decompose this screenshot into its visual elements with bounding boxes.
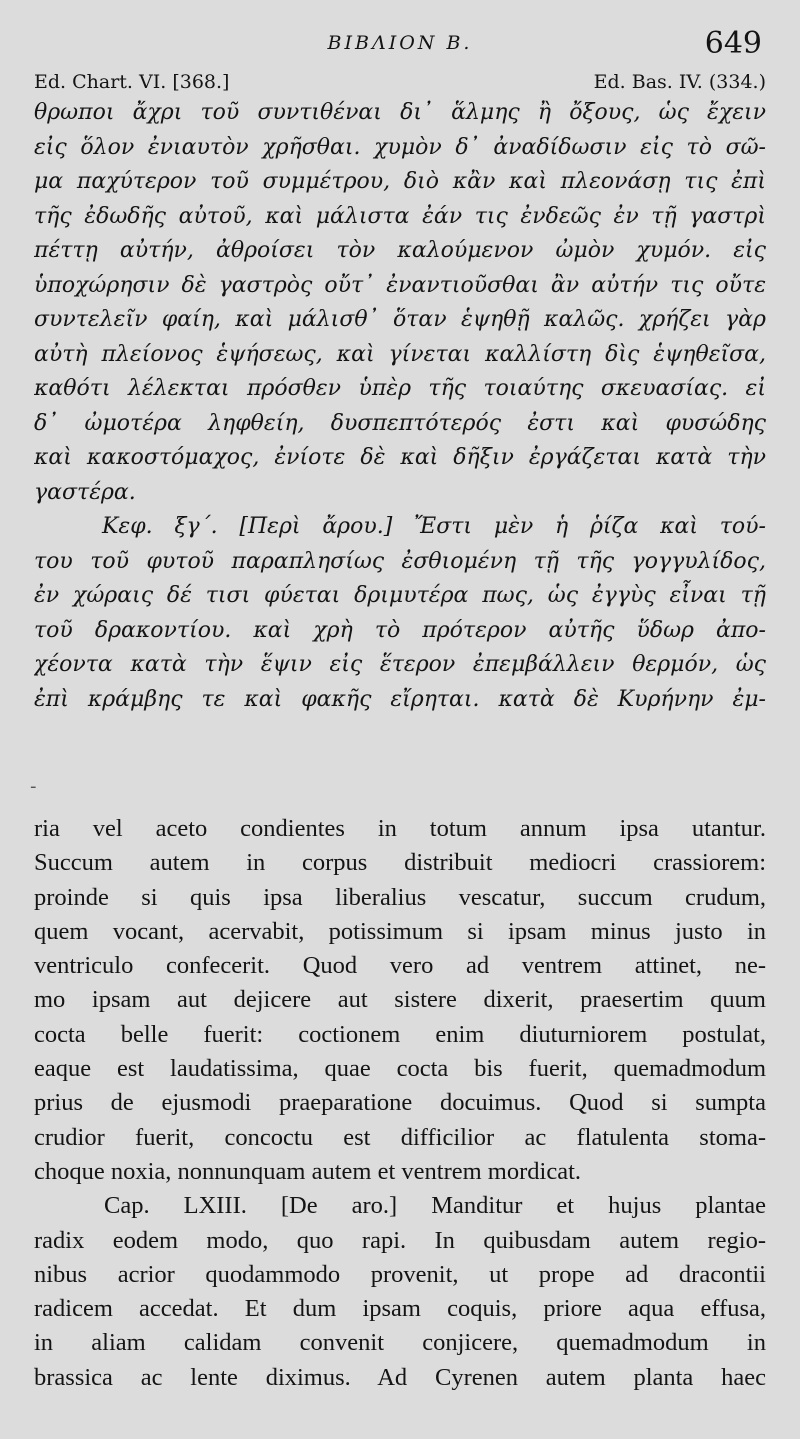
greek-line: θρωποι ἄχρι τοῦ συντιθέναι δι᾽ ἅλμης ἢ ὄξους, ὡς ἔχειν [34,100,766,125]
greek-line: ἐν χώραις δέ τισι φύεται δριμυτέρα πως, ὡς ἐγγὺς εἶναι τῇ [34,583,766,608]
latin-line: Succum autem in corpus distribuit mediocri crassiorem: [34,849,766,877]
greek-line: δ᾽ ὠμοτέρα ληφθείη, δυσπεπτότερός ἐστι καὶ φυσώδης [34,410,766,436]
greek-line: καὶ κακοστόμαχος, ἐνίοτε δὲ καὶ δῆξιν ἐργάζεται κατὰ τὴν [34,445,766,470]
latin-line: nibus acrior quodammodo provenit, ut prope ad dracontii [34,1260,766,1288]
latin-line: prius de ejusmodi praeparatione docuimus. Quod si sumpta [34,1089,766,1117]
latin-line: radix eodem modo, quo rapi. In quibusdam autem regio- [34,1226,766,1254]
latin-chapter-heading: Cap. LXIII. [De aro.] Manditur et hujus plantae [104,1192,766,1220]
greek-line: τῆς ἐδωδῆς αὐτοῦ, καὶ μάλιστα ἐάν τις ἐνδεῶς ἐν τῇ γαστρὶ [34,203,766,229]
greek-line: γαστέρα. [34,479,136,505]
latin-text [34,812,766,1432]
greek-line: πέττῃ αὐτήν, ἀθροίσει τὸν καλούμενον ὠμὸν χυμόν. εἰς [34,238,766,263]
greek-text [34,96,766,786]
latin-line: quem vocant, acervabit, potissimum si ipsam minus justo in [34,917,766,945]
margin-mark: - [30,776,37,797]
greek-line: καθότι λέλεκται πρόσθεν ὑπὲρ τῆς τοιαύτης σκευασίας. εἰ [34,376,766,401]
edition-line [34,68,766,96]
greek-line: χέοντα κατὰ τὴν ἕψιν εἰς ἕτερον ἐπεμβάλλειν θερμόν, ὡς [34,652,766,677]
greek-line: αὐτὴ πλείονος ἑψήσεως, καὶ γίνεται καλλίστη δὶς ἑψηθεῖσα, [34,341,766,367]
edition-chartier: Ed. Chart. VI. [368.] [34,71,230,93]
latin-line: in aliam calidam convenit conjicere, quemadmodum in [34,1329,766,1357]
latin-line: choque noxia, nonnunquam autem et ventrem mordicat. [34,1157,582,1185]
latin-line: crudior fuerit, concoctu est difficilior ac flatulenta stoma- [34,1123,766,1151]
greek-line: ὑποχώρησιν δὲ γαστρὸς οὔτ᾽ ἐναντιοῦσθαι ἂν αὐτήν τις οὔτε [34,272,766,298]
running-head [34,22,766,68]
latin-line: eaque est laudatissima, quae cocta bis fuerit, quemadmodum [34,1055,766,1083]
latin-line: radicem accedat. Et dum ipsam coquis, priore aqua effusa, [34,1295,766,1323]
greek-chapter-heading: Κεφ. ξγ΄. [Περὶ ἄρου.] Ἔστι μὲν ἡ ῥίζα καὶ τού- [102,514,766,539]
latin-line: ventriculo confecerit. Quod vero ad ventrem attinet, ne- [34,952,766,980]
greek-line: του τοῦ φυτοῦ παραπλησίως ἐσθιομένη τῇ τῆς γογγυλίδος, [34,548,766,574]
latin-line: ria vel aceto condientes in totum annum ipsa utantur. [34,815,766,842]
page-number: 649 [704,26,762,61]
latin-line: brassica ac lente diximus. Ad Cyrenen autem planta haec [34,1363,766,1391]
latin-line: mo ipsam aut dejicere aut sistere dixerit, praesertim quum [34,986,766,1014]
greek-line: εἰς ὅλον ἐνιαυτὸν χρῆσθαι. χυμὸν δ᾽ ἀναδίδωσιν εἰς τὸ σῶ- [34,134,766,160]
greek-line: συντελεῖν φαίη, καὶ μάλισθ᾽ ὅταν ἑψηθῇ καλῶς. χρήζει γὰρ [34,307,766,332]
greek-line: τοῦ δρακοντίου. καὶ χρὴ τὸ πρότερον αὐτῆς ὕδωρ ἀπο- [34,617,766,643]
book-title: ΒΙΒΛΙΟΝ Β. [327,32,473,54]
greek-line: μα παχύτερον τοῦ συμμέτρου, διὸ κἂν καὶ πλεονάσῃ τις ἐπὶ [34,169,766,194]
edition-basel: Ed. Bas. IV. (334.) [593,71,766,93]
greek-line: ἐπὶ κράμβης τε καὶ φακῆς εἴρηται. κατὰ δὲ Κυρήνην ἐμ- [34,686,766,712]
latin-line: proinde si quis ipsa liberalius vescatur, succum crudum, [34,883,766,911]
latin-line: cocta belle fuerit: coctionem enim diuturniorem postulat, [34,1020,766,1048]
